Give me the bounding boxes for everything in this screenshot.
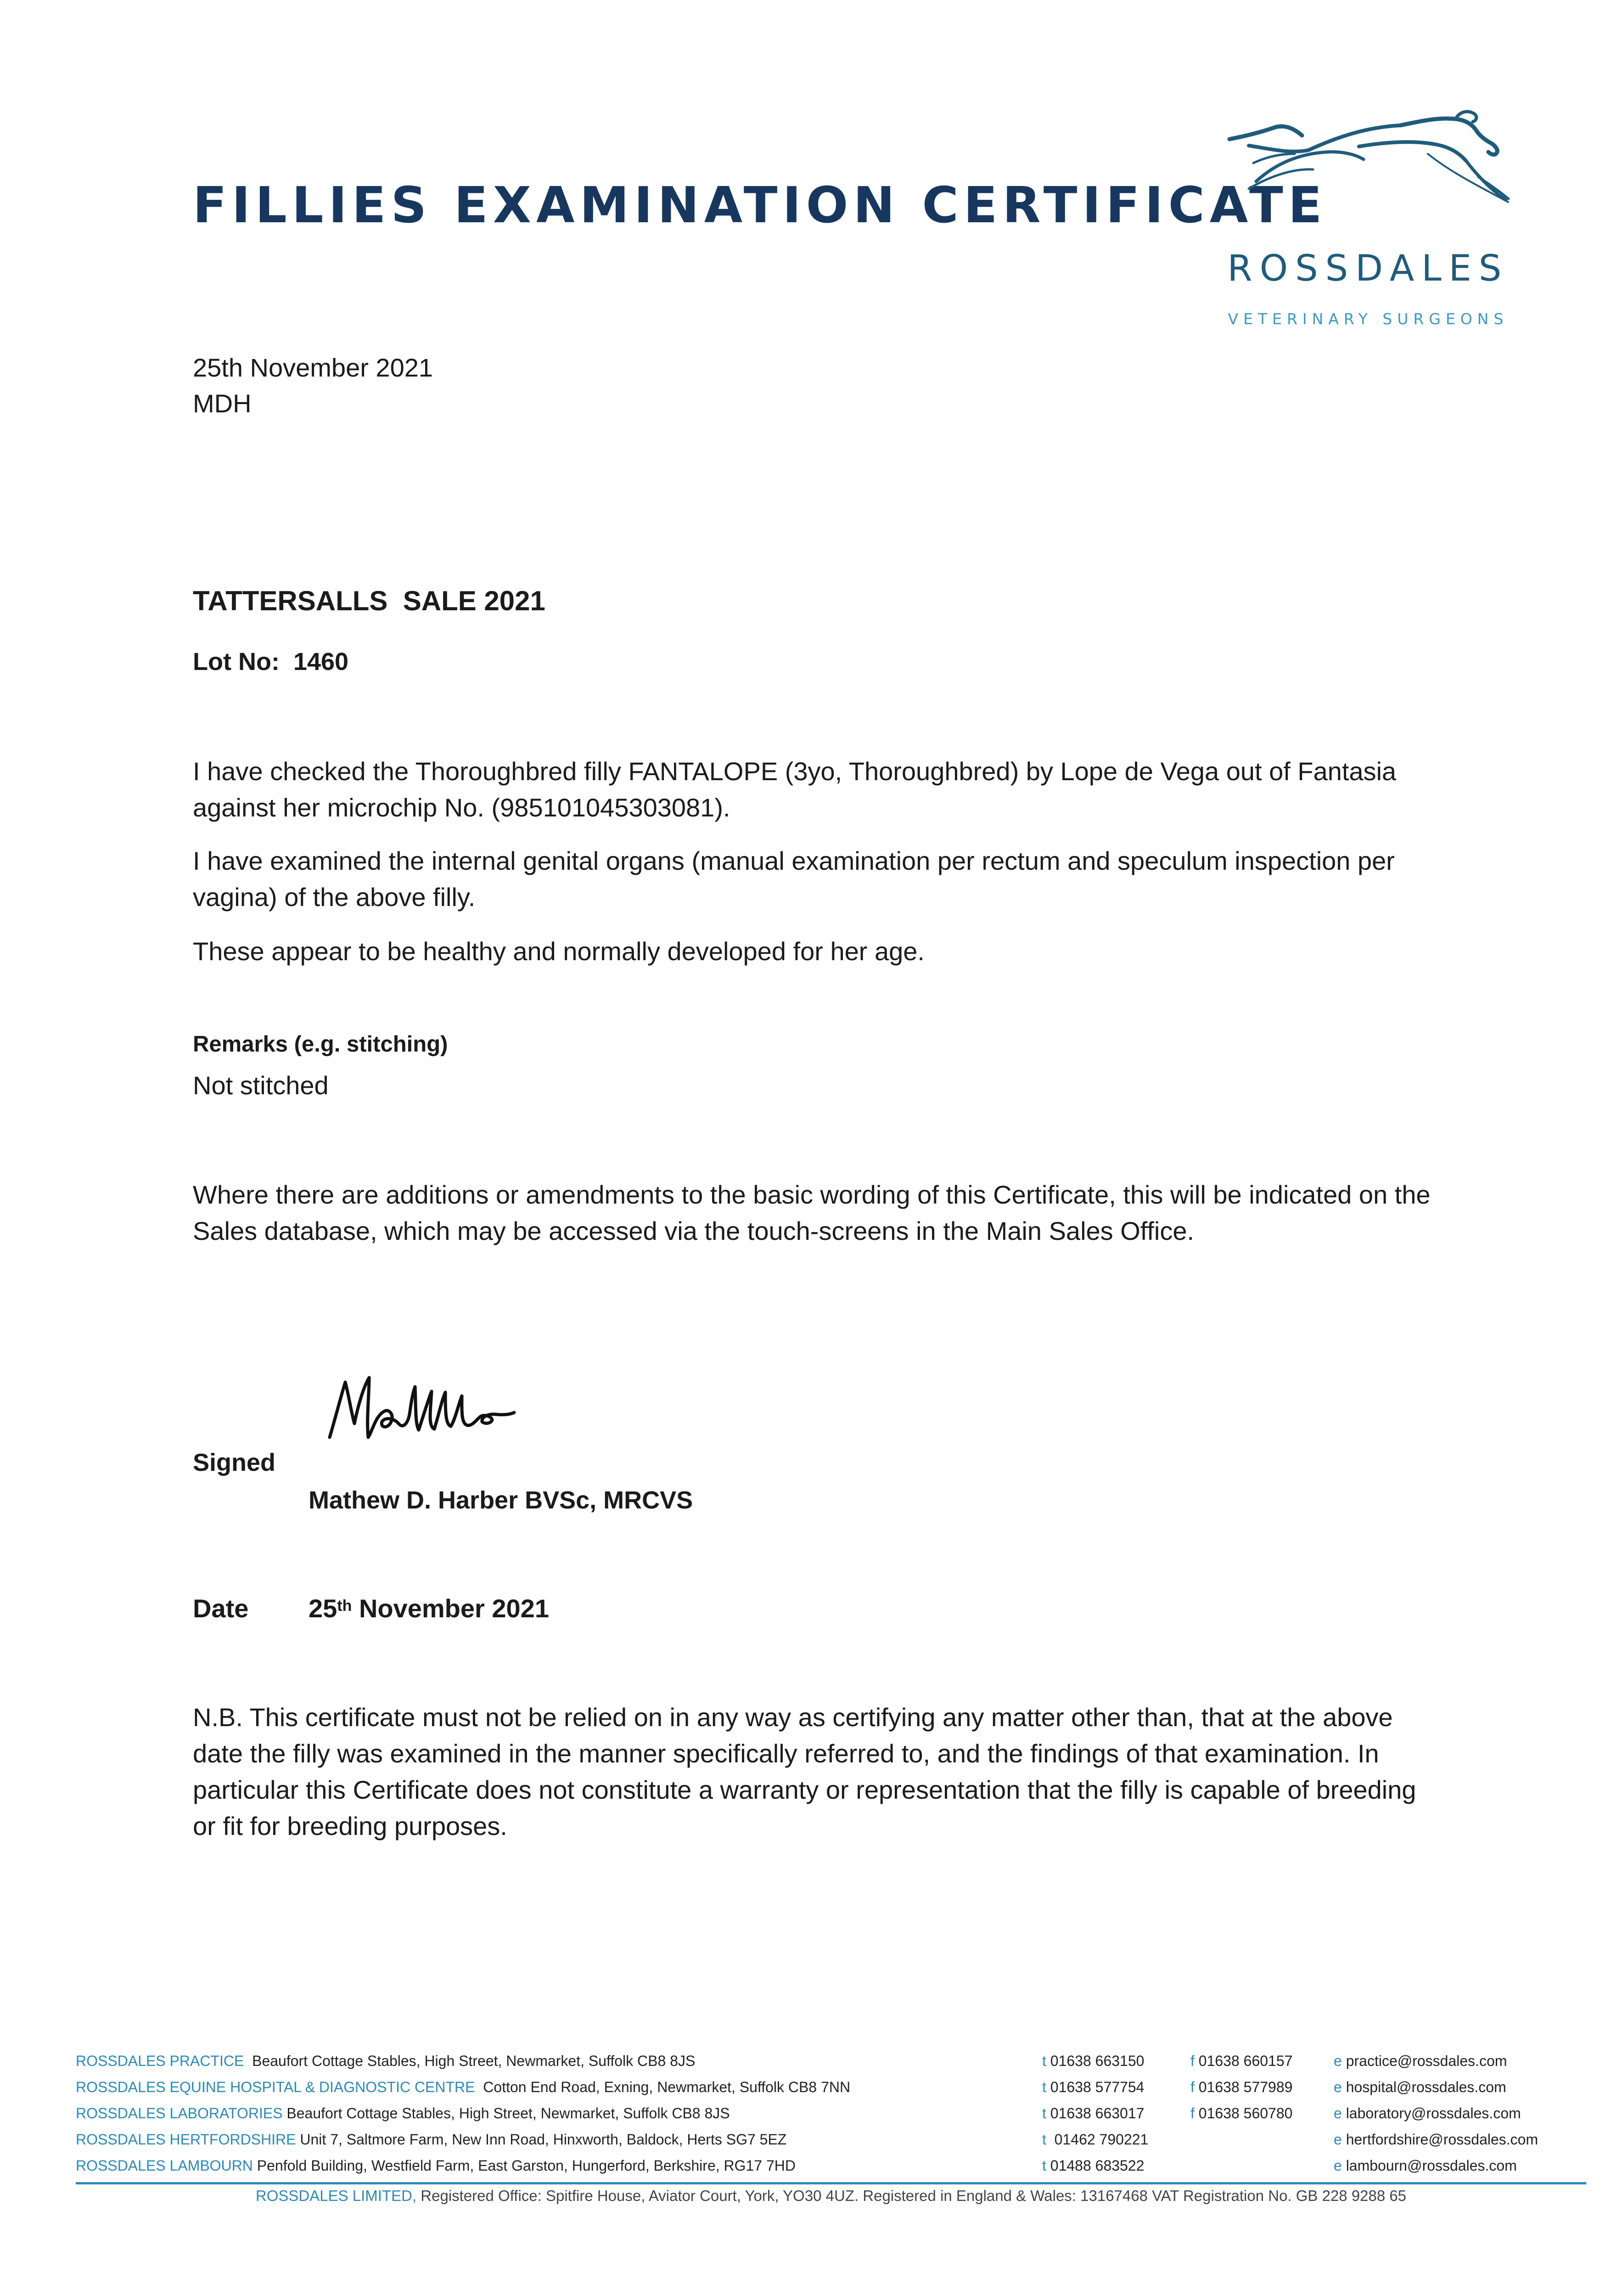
horse-logo-icon [1221, 108, 1524, 246]
footer-tel: 01638 663017 [1050, 2105, 1145, 2122]
footer-tel-prefix: t [1042, 2105, 1046, 2122]
signature-image [321, 1368, 597, 1460]
nb-disclaimer: N.B. This certificate must not be relied on in any way as certifying any matter other than, that at the above date the filly was examined in the manner specifically referred to, and the findings of that examination. In particular this Certificate does not constitute a warranty or representation that the filly is capable of breeding or fit for breeding purposes. [193, 1703, 1416, 1840]
registration-details: Registered Office: Spitfire House, Aviator Court, York, YO30 4UZ. Registered in England & Wales: 13167468 VAT Registration No. GB 228 9288 65 [416, 2187, 1407, 2204]
footer-fax: 01638 577989 [1198, 2079, 1293, 2095]
footer-tel: 01462 790221 [1050, 2131, 1149, 2148]
signer-name: Mathew D. Harber BVSc, MRCVS [309, 1486, 693, 1514]
footer-org-name: ROSSDALES HERTFORDSHIRE [76, 2131, 296, 2148]
footer-row-lambourn [76, 2153, 1586, 2179]
signature-date-rest: November 2021 [352, 1594, 549, 1623]
footer-org-name: ROSSDALES LAMBOURN [76, 2157, 253, 2174]
footer-email-prefix: e [1334, 2105, 1342, 2122]
footer-row-laboratories [76, 2100, 1586, 2127]
remarks-label: Remarks (e.g. stitching) [193, 1032, 448, 1057]
footer-tel-prefix: t [1042, 2079, 1046, 2095]
footer-fax-prefix: f [1190, 2053, 1195, 2069]
footer-fax: 01638 560780 [1198, 2105, 1293, 2122]
footer-email-prefix: e [1334, 2131, 1342, 2148]
footer-email[interactable]: laboratory@rossdales.com [1346, 2105, 1521, 2122]
footer-tel-prefix: t [1042, 2157, 1046, 2174]
logo-wordmark: ROSSDALES [1227, 248, 1509, 289]
footer-email-prefix: e [1334, 2157, 1342, 2174]
remarks-value: Not stitched [193, 1071, 329, 1100]
footer-contacts [76, 2048, 1586, 2179]
footer-email[interactable]: hertfordshire@rossdales.com [1346, 2131, 1538, 2148]
footer-tel-prefix: t [1042, 2053, 1046, 2069]
rossdales-logo [1221, 108, 1524, 342]
paragraph-examination: I have examined the internal genital organs (manual examination per rectum and speculum inspection per vagina) of the above filly. [193, 846, 1395, 912]
footer-tel-prefix: t [1042, 2131, 1046, 2148]
footer-tel: 01488 683522 [1050, 2157, 1145, 2174]
footer-fax-prefix: f [1190, 2105, 1195, 2122]
lot-number: 1460 [293, 648, 349, 675]
signature-date-day: 25 [309, 1594, 337, 1623]
footer-row-practice [76, 2048, 1586, 2074]
footer-address: Beaufort Cottage Stables, High Street, Newmarket, Suffolk CB8 8JS [286, 2105, 730, 2122]
signature-date-suffix: th [337, 1597, 352, 1615]
registration-line [76, 2187, 1586, 2205]
footer-address: Beaufort Cottage Stables, High Street, Newmarket, Suffolk CB8 8JS [252, 2053, 696, 2069]
footer-row-hertfordshire [76, 2127, 1586, 2153]
lot-number-line [193, 644, 348, 680]
footer-email-prefix: e [1334, 2079, 1342, 2095]
paragraph-amendments: Where there are additions or amendments to the basic wording of this Certificate, this will be indicated on the Sales database, which may be accessed via the touch-screens in the Main Sales Office. [193, 1180, 1431, 1245]
lot-label: Lot No: [193, 648, 280, 675]
footer-email[interactable]: lambourn@rossdales.com [1346, 2157, 1517, 2174]
footer-org-name: ROSSDALES PRACTICE [76, 2053, 244, 2069]
footer-address: Unit 7, Saltmore Farm, New Inn Road, Hinxworth, Baldock, Herts SG7 5EZ [300, 2131, 787, 2148]
footer-tel: 01638 663150 [1050, 2053, 1145, 2069]
footer-row-hospital [76, 2074, 1586, 2100]
footer-address: Cotton End Road, Exning, Newmarket, Suffolk CB8 7NN [483, 2079, 851, 2095]
paragraph-microchip: I have checked the Thoroughbred filly FANTALOPE (3yo, Thoroughbred) by Lope de Vega out of Fantasia against her microchip No. (985101045303081). [193, 757, 1397, 822]
document-title: FILLIES EXAMINATION CERTIFICATE [193, 177, 1327, 234]
signature-date [309, 1593, 549, 1625]
footer-email[interactable]: practice@rossdales.com [1346, 2053, 1507, 2069]
footer-divider [76, 2182, 1586, 2184]
sale-title: TATTERSALLS SALE 2021 [193, 585, 545, 616]
paragraph-findings: These appear to be healthy and normally developed for her age. [193, 937, 925, 966]
logo-tagline: VETERINARY SURGEONS [1228, 310, 1509, 328]
footer-address: Penfold Building, Westfield Farm, East Garston, Hungerford, Berkshire, RG17 7HD [257, 2157, 796, 2174]
footer-tel: 01638 577754 [1050, 2079, 1145, 2095]
registration-company: ROSSDALES LIMITED, [255, 2187, 417, 2204]
footer-org-name: ROSSDALES EQUINE HOSPITAL & DIAGNOSTIC CENTRE [76, 2079, 475, 2095]
author-initials: MDH [193, 389, 252, 418]
footer-fax-prefix: f [1190, 2079, 1195, 2095]
signed-label: Signed [193, 1449, 276, 1476]
footer-email[interactable]: hospital@rossdales.com [1346, 2079, 1506, 2095]
date-label: Date [193, 1594, 249, 1623]
footer-email-prefix: e [1334, 2053, 1342, 2069]
footer-org-name: ROSSDALES LABORATORIES [76, 2105, 283, 2122]
issue-date: 25th November 2021 [193, 353, 433, 382]
footer-fax: 01638 660157 [1198, 2053, 1293, 2069]
